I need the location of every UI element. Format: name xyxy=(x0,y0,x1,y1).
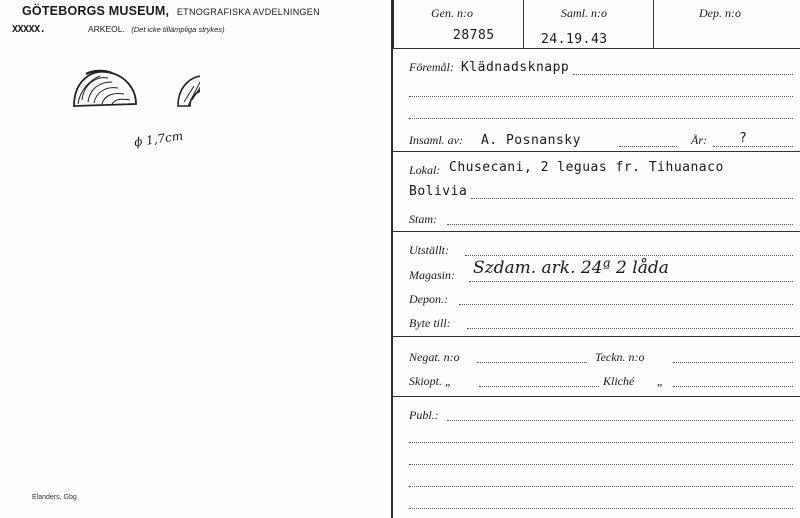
kliche-line xyxy=(673,386,793,387)
ar-label: År: xyxy=(691,133,707,147)
lokal-value-line1: Chusecani, 2 leguas fr. Tihuanaco xyxy=(449,160,724,175)
header-rule-2 xyxy=(653,0,654,48)
teckn-label: Teckn. n:o xyxy=(595,350,645,364)
lokal-label: Lokal: xyxy=(409,163,441,177)
section-rule-storage xyxy=(393,336,800,337)
museum-name: GÖTEBORGS MUSEUM, xyxy=(22,4,170,18)
insaml-line xyxy=(619,146,677,147)
magasin-value: Szdam. ark. 24ª 2 låda xyxy=(473,258,669,278)
foremal-value: Klädnadsknapp xyxy=(461,60,570,75)
gen-no-label: Gen. n:o xyxy=(431,6,473,20)
section-rule-catalog xyxy=(393,48,800,49)
ar-line xyxy=(713,146,793,147)
kliche-mark: „ xyxy=(657,374,664,388)
saml-no-label: Saml. n:o xyxy=(561,6,607,20)
publ-line-4 xyxy=(409,486,793,487)
arkeol-label: ARKEOL. xyxy=(88,24,125,34)
publ-label: Publ.: xyxy=(409,408,439,422)
museum-header xyxy=(22,4,320,18)
publ-line-5 xyxy=(409,508,793,509)
section-rule-source xyxy=(393,151,800,152)
publ-line-2 xyxy=(409,442,793,443)
header-rule-left xyxy=(393,0,394,48)
utstallt-label: Utställt: xyxy=(409,243,450,257)
depon-line xyxy=(459,304,793,305)
foremal-label: Föremål: xyxy=(409,60,454,74)
utstallt-line xyxy=(465,255,793,256)
diameter-note: ϕ 1,7cm xyxy=(133,128,184,150)
printer-mark: Elanders, Gbg xyxy=(32,494,77,501)
lokal-value-line2: Bolivia xyxy=(409,184,468,199)
skiopt-line xyxy=(479,386,599,387)
negat-line xyxy=(477,362,587,363)
section-rule-media xyxy=(393,396,800,397)
byte-label: Byte till: xyxy=(409,316,451,330)
ar-value: ? xyxy=(739,131,748,146)
button-dome-sketch xyxy=(74,71,136,106)
foremal-line-3 xyxy=(409,118,793,119)
gen-no-value: 28785 xyxy=(453,28,495,43)
struck-department-code: XXXXX. xyxy=(12,24,46,35)
stam-line xyxy=(447,224,793,225)
magasin-line xyxy=(469,281,793,282)
section-rule-origin xyxy=(393,231,800,232)
button-sketch-drawing xyxy=(60,60,200,120)
skiopt-label: Skiopt. „ xyxy=(409,374,452,388)
dep-no-label: Dep. n:o xyxy=(699,6,741,20)
kliche-label: Kliché xyxy=(603,374,635,388)
insaml-value: A. Posnansky xyxy=(481,133,581,148)
magasin-label: Magasin: xyxy=(409,268,455,282)
button-section-sketch xyxy=(178,76,200,106)
foremal-line xyxy=(573,74,793,75)
insaml-label: Insaml. av: xyxy=(409,133,463,147)
arkeol-header xyxy=(88,24,225,34)
negat-label: Negat. n:o xyxy=(409,350,460,364)
strike-note: (Det icke tillämpliga strykes) xyxy=(131,25,225,34)
byte-line xyxy=(467,328,793,329)
stam-label: Stam: xyxy=(409,212,437,226)
depon-label: Depon.: xyxy=(409,292,448,306)
header-rule-1 xyxy=(523,0,524,48)
saml-no-value: 24.19.43 xyxy=(541,32,608,47)
department-name: ETNOGRAFISKA AVDELNINGEN xyxy=(176,7,320,17)
foremal-line-2 xyxy=(409,96,793,97)
teckn-line xyxy=(673,362,793,363)
lokal-line-2 xyxy=(471,198,793,199)
publ-line-3 xyxy=(409,464,793,465)
record-form xyxy=(393,0,800,518)
publ-line-1 xyxy=(447,420,793,421)
